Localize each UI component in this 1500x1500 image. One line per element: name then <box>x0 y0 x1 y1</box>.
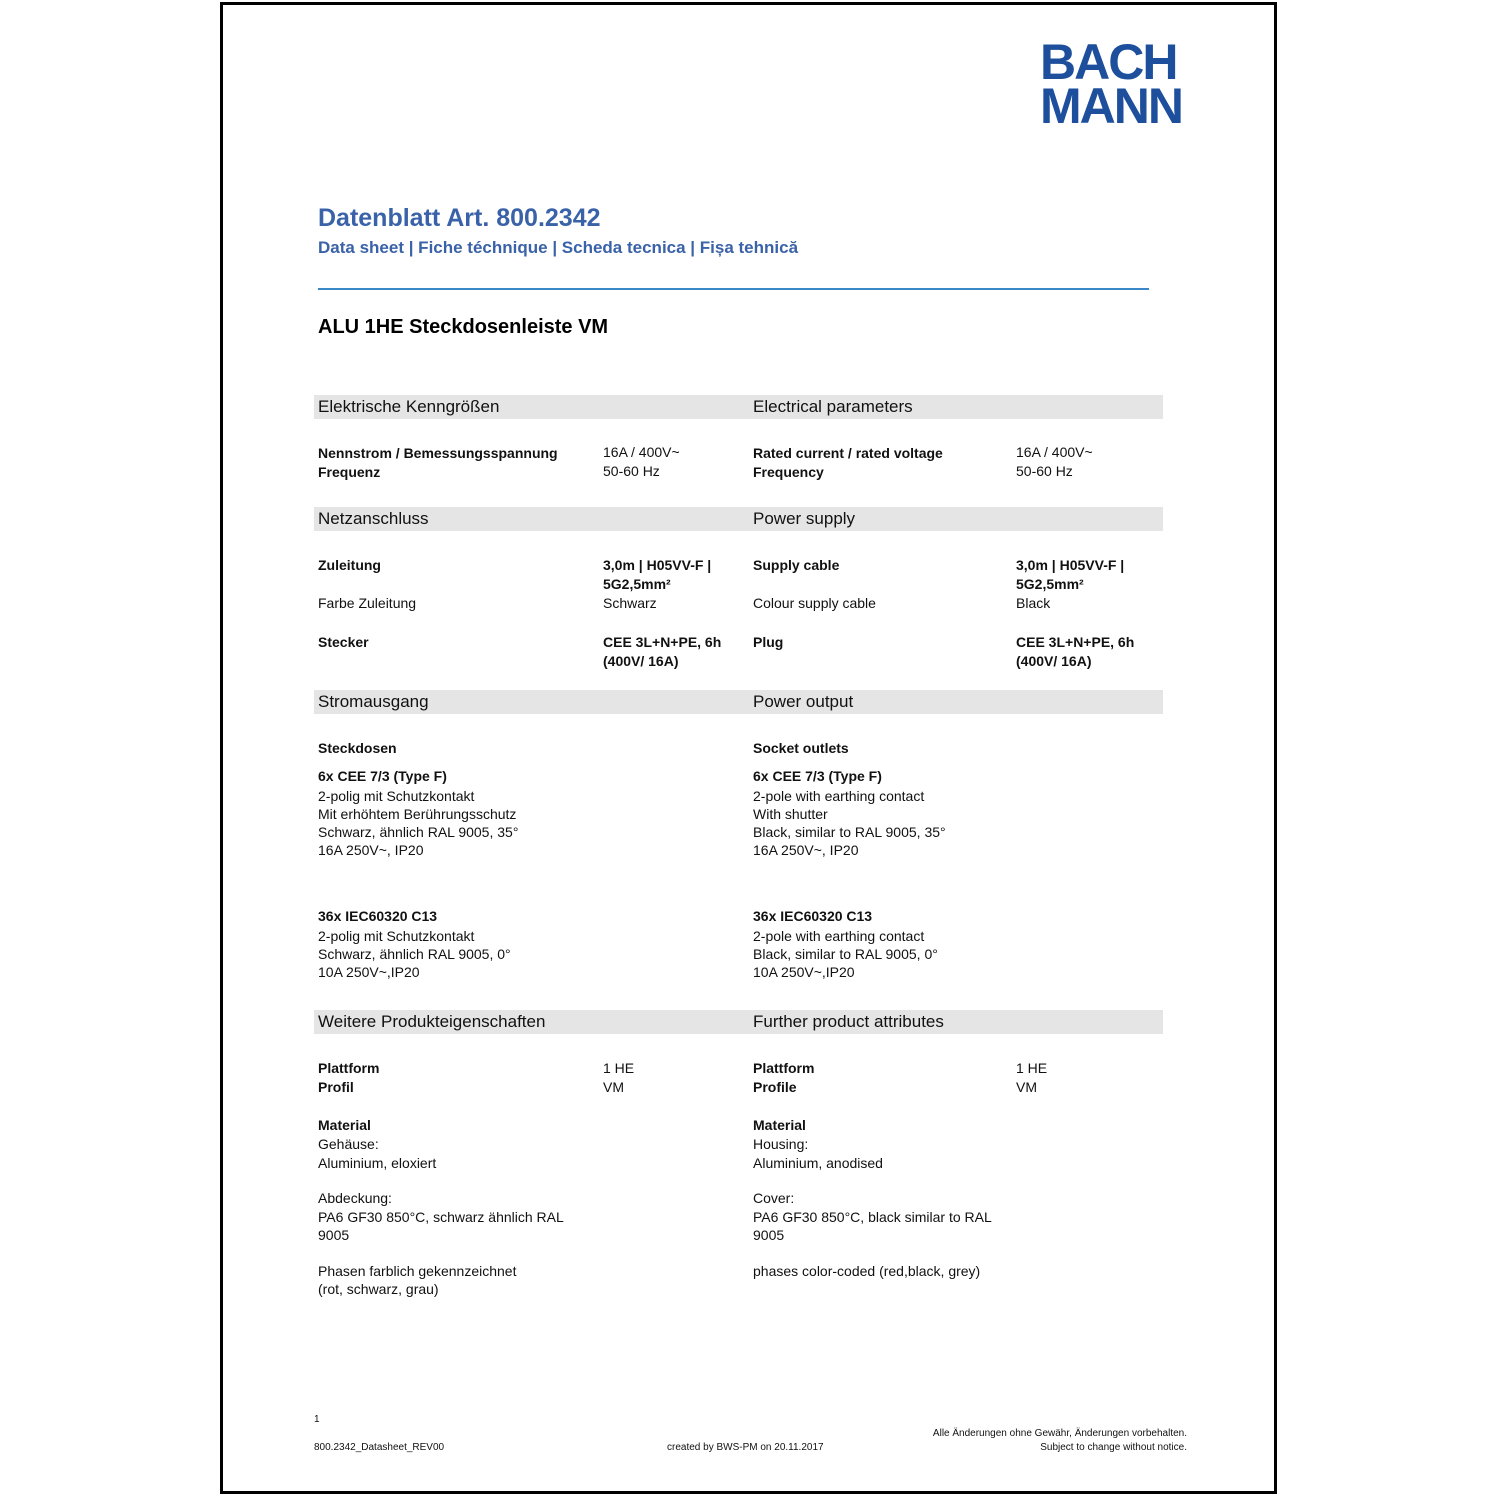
label-material-de: Material <box>318 1117 371 1133</box>
socket-a-line3-de: Schwarz, ähnlich RAL 9005, 35° <box>318 824 519 840</box>
value-cover-line2-en: 9005 <box>753 1227 785 1243</box>
value-rated-current-de: 16A / 400V~ <box>603 444 680 460</box>
section-title-en: Further product attributes <box>753 1012 944 1031</box>
value-cable-line2-en: 5G2,5mm² <box>1016 576 1084 592</box>
socket-b-line3-de: 10A 250V~,IP20 <box>318 964 420 980</box>
section-header-further <box>314 1010 1163 1034</box>
socket-a-line1-en: 2-pole with earthing contact <box>753 788 925 804</box>
label-frequency-de: Frequenz <box>318 464 381 480</box>
value-cover-line2-de: 9005 <box>318 1227 350 1243</box>
phases-line1-de: Phasen farblich gekennzeichnet <box>318 1263 517 1279</box>
socket-a-line1-de: 2-polig mit Schutzkontakt <box>318 788 475 804</box>
value-plug-line1-de: CEE 3L+N+PE, 6h <box>603 634 722 650</box>
value-profile-de: VM <box>603 1079 624 1095</box>
section-title-de: Stromausgang <box>318 692 429 711</box>
label-plug-en: Plug <box>753 634 784 650</box>
section-title-en: Power supply <box>753 509 856 528</box>
section-title-en: Power output <box>753 692 854 711</box>
socket-a-line2-en: With shutter <box>753 806 828 822</box>
label-cable-colour-de: Farbe Zuleitung <box>318 595 417 611</box>
value-platform-de: 1 HE <box>603 1060 635 1076</box>
header-divider <box>318 288 1149 290</box>
value-plug-line2-en: (400V/ 16A) <box>1016 653 1092 669</box>
value-cable-line2-de: 5G2,5mm² <box>603 576 671 592</box>
label-housing-de: Gehäuse: <box>318 1136 379 1152</box>
label-sockets-en: Socket outlets <box>753 740 849 756</box>
section-title-de: Elektrische Kenngrößen <box>318 397 500 416</box>
value-platform-en: 1 HE <box>1016 1060 1048 1076</box>
disclaimer-de: Alle Änderungen ohne Gewähr, Änderungen vorbehalten. <box>932 1428 1187 1439</box>
label-material-en: Material <box>753 1117 806 1133</box>
page-number: 1 <box>314 1414 320 1425</box>
value-cable-colour-de: Schwarz <box>603 595 657 611</box>
value-cover-line1-de: PA6 GF30 850°C, schwarz ähnlich RAL <box>318 1209 564 1225</box>
label-cable-colour-en: Colour supply cable <box>753 595 876 611</box>
section-header-supply <box>314 507 1163 531</box>
logo-line-1: BACH <box>1040 34 1177 90</box>
value-rated-current-en: 16A / 400V~ <box>1016 444 1093 460</box>
document-id: 800.2342_Datasheet_REV00 <box>314 1442 445 1453</box>
socket-a-line4-de: 16A 250V~, IP20 <box>318 842 424 858</box>
label-rated-current-de: Nennstrom / Bemessungsspannung <box>318 445 558 461</box>
socket-b-line3-en: 10A 250V~,IP20 <box>753 964 855 980</box>
label-frequency-en: Frequency <box>753 464 824 480</box>
socket-b-line1-en: 2-pole with earthing contact <box>753 928 925 944</box>
section-title-en: Electrical parameters <box>753 397 913 416</box>
label-cover-en: Cover: <box>753 1190 795 1206</box>
value-frequency-de: 50-60 Hz <box>603 463 660 479</box>
value-cable-colour-en: Black <box>1016 595 1051 611</box>
product-name: ALU 1HE Steckdosenleiste VM <box>318 316 609 338</box>
value-housing-en: Aluminium, anodised <box>753 1155 883 1171</box>
label-housing-en: Housing: <box>753 1136 809 1152</box>
socket-a-line3-en: Black, similar to RAL 9005, 35° <box>753 824 946 840</box>
socket-b-line1-de: 2-polig mit Schutzkontakt <box>318 928 475 944</box>
socket-b-line2-de: Schwarz, ähnlich RAL 9005, 0° <box>318 946 511 962</box>
socket-b-title-de: 36x IEC60320 C13 <box>318 908 438 924</box>
value-cable-line1-en: 3,0m | H05VV-F | <box>1016 557 1125 573</box>
label-profile-de: Profil <box>318 1079 354 1095</box>
value-plug-line2-de: (400V/ 16A) <box>603 653 679 669</box>
value-plug-line1-en: CEE 3L+N+PE, 6h <box>1016 634 1135 650</box>
label-supply-cable-en: Supply cable <box>753 557 840 573</box>
socket-b-line2-en: Black, similar to RAL 9005, 0° <box>753 946 938 962</box>
phases-line2-de: (rot, schwarz, grau) <box>318 1281 439 1297</box>
value-cover-line1-en: PA6 GF30 850°C, black similar to RAL <box>753 1209 992 1225</box>
label-platform-en: Plattform <box>753 1060 815 1076</box>
label-sockets-de: Steckdosen <box>318 740 397 756</box>
socket-b-title-en: 36x IEC60320 C13 <box>753 908 873 924</box>
value-cable-line1-de: 3,0m | H05VV-F | <box>603 557 712 573</box>
label-rated-current-en: Rated current / rated voltage <box>753 445 943 461</box>
value-housing-de: Aluminium, eloxiert <box>318 1155 437 1171</box>
value-frequency-en: 50-60 Hz <box>1016 463 1073 479</box>
label-plug-de: Stecker <box>318 634 369 650</box>
document-subtitle: Data sheet | Fiche téchnique | Scheda tecnica | Fișa tehnică <box>318 238 799 257</box>
socket-a-title-de: 6x CEE 7/3 (Type F) <box>318 768 447 784</box>
socket-a-line4-en: 16A 250V~, IP20 <box>753 842 859 858</box>
logo-line-2: MANN <box>1040 78 1182 134</box>
bachmann-logo <box>1040 34 1190 134</box>
label-profile-en: Profile <box>753 1079 797 1095</box>
section-header-electrical <box>314 395 1163 419</box>
section-title-de: Weitere Produkteigenschaften <box>318 1012 546 1031</box>
socket-a-line2-de: Mit erhöhtem Berührungsschutz <box>318 806 517 822</box>
label-cover-de: Abdeckung: <box>318 1190 392 1206</box>
created-by: created by BWS-PM on 20.11.2017 <box>667 1442 824 1453</box>
socket-a-title-en: 6x CEE 7/3 (Type F) <box>753 768 882 784</box>
document-title: Datenblatt Art. 800.2342 <box>318 204 601 232</box>
label-platform-de: Plattform <box>318 1060 380 1076</box>
disclaimer-en: Subject to change without notice. <box>1040 1442 1187 1453</box>
phases-line1-en: phases color-coded (red,black, grey) <box>753 1263 981 1279</box>
section-header-output <box>314 690 1163 714</box>
value-profile-en: VM <box>1016 1079 1037 1095</box>
label-supply-cable-de: Zuleitung <box>318 557 381 573</box>
section-title-de: Netzanschluss <box>318 509 429 528</box>
